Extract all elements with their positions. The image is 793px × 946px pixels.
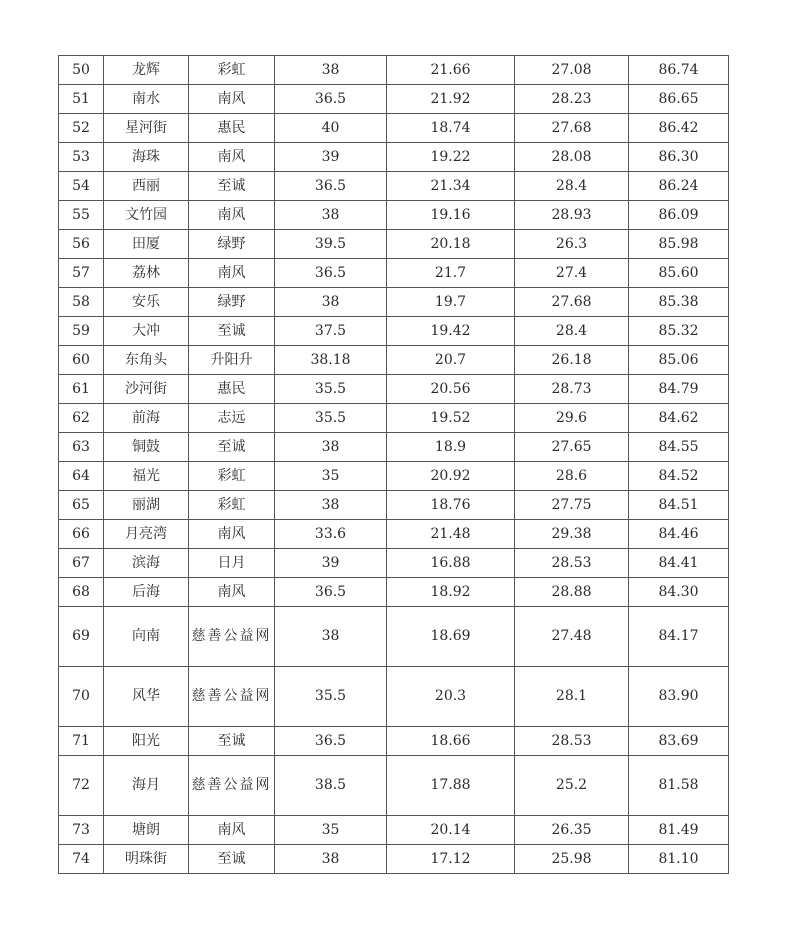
community-name-cell: 东角头 <box>104 346 189 375</box>
score-2-cell: 21.48 <box>387 520 515 549</box>
rank-cell: 73 <box>59 816 104 845</box>
score-1-cell: 38 <box>275 56 387 85</box>
score-1-cell: 39.5 <box>275 230 387 259</box>
total-score-cell: 85.38 <box>629 288 729 317</box>
score-3-cell: 27.08 <box>515 56 629 85</box>
organization-cell: 至诚 <box>189 433 275 462</box>
community-name-cell: 向南 <box>104 607 189 667</box>
score-3-cell: 27.75 <box>515 491 629 520</box>
organization-cell: 彩虹 <box>189 56 275 85</box>
table-row <box>59 56 729 85</box>
organization-cell <box>189 756 275 816</box>
score-1-cell: 40 <box>275 114 387 143</box>
organization-cell: 彩虹 <box>189 462 275 491</box>
score-2-cell: 21.92 <box>387 85 515 114</box>
total-score-cell: 81.10 <box>629 845 729 874</box>
table-row <box>59 230 729 259</box>
total-score-cell: 85.06 <box>629 346 729 375</box>
community-name-cell: 文竹园 <box>104 201 189 230</box>
organization-cell: 南风 <box>189 143 275 172</box>
score-2-cell: 17.12 <box>387 845 515 874</box>
rank-cell: 59 <box>59 317 104 346</box>
score-2-cell: 21.66 <box>387 56 515 85</box>
total-score-cell: 86.65 <box>629 85 729 114</box>
rank-cell: 68 <box>59 578 104 607</box>
organization-cell: 升阳升 <box>189 346 275 375</box>
score-2-cell: 21.7 <box>387 259 515 288</box>
score-3-cell: 27.68 <box>515 114 629 143</box>
score-1-cell: 35.5 <box>275 375 387 404</box>
score-3-cell: 28.4 <box>515 172 629 201</box>
organization-cell: 南风 <box>189 201 275 230</box>
table-row <box>59 346 729 375</box>
score-2-cell: 18.74 <box>387 114 515 143</box>
rank-cell: 52 <box>59 114 104 143</box>
community-name-cell: 海月 <box>104 756 189 816</box>
score-3-cell: 28.23 <box>515 85 629 114</box>
total-score-cell: 84.46 <box>629 520 729 549</box>
score-3-cell: 28.53 <box>515 727 629 756</box>
total-score-cell: 86.09 <box>629 201 729 230</box>
table-row <box>59 433 729 462</box>
table-row <box>59 845 729 874</box>
score-1-cell: 38 <box>275 607 387 667</box>
total-score-cell: 81.49 <box>629 816 729 845</box>
score-3-cell: 27.68 <box>515 288 629 317</box>
score-1-cell: 36.5 <box>275 727 387 756</box>
score-3-cell: 28.53 <box>515 549 629 578</box>
organization-cell: 南风 <box>189 85 275 114</box>
score-2-cell: 18.66 <box>387 727 515 756</box>
score-2-cell: 21.34 <box>387 172 515 201</box>
community-name-cell: 海珠 <box>104 143 189 172</box>
total-score-cell: 85.32 <box>629 317 729 346</box>
score-3-cell: 29.38 <box>515 520 629 549</box>
rank-cell: 72 <box>59 756 104 816</box>
table-row <box>59 317 729 346</box>
score-3-cell: 28.6 <box>515 462 629 491</box>
score-2-cell: 20.92 <box>387 462 515 491</box>
score-2-cell: 18.92 <box>387 578 515 607</box>
score-1-cell: 38 <box>275 288 387 317</box>
community-name-cell: 风华 <box>104 667 189 727</box>
organization-cell: 惠民 <box>189 375 275 404</box>
rank-cell: 65 <box>59 491 104 520</box>
score-1-cell: 38.5 <box>275 756 387 816</box>
score-1-cell: 35.5 <box>275 404 387 433</box>
rank-cell: 53 <box>59 143 104 172</box>
table-row <box>59 520 729 549</box>
score-1-cell: 36.5 <box>275 578 387 607</box>
organization-label: 慈善公益网 <box>191 628 272 644</box>
score-2-cell: 18.69 <box>387 607 515 667</box>
organization-cell: 至诚 <box>189 317 275 346</box>
total-score-cell: 84.79 <box>629 375 729 404</box>
score-1-cell: 35.5 <box>275 667 387 727</box>
score-2-cell: 20.56 <box>387 375 515 404</box>
total-score-cell: 84.17 <box>629 607 729 667</box>
community-name-cell: 明珠街 <box>104 845 189 874</box>
table-row <box>59 462 729 491</box>
community-name-cell: 滨海 <box>104 549 189 578</box>
total-score-cell: 84.41 <box>629 549 729 578</box>
score-3-cell: 28.88 <box>515 578 629 607</box>
community-name-cell: 塘朗 <box>104 816 189 845</box>
score-1-cell: 35 <box>275 816 387 845</box>
table-row <box>59 756 729 816</box>
score-table <box>58 55 729 874</box>
table-row <box>59 549 729 578</box>
score-1-cell: 33.6 <box>275 520 387 549</box>
score-3-cell: 26.35 <box>515 816 629 845</box>
organization-cell: 日月 <box>189 549 275 578</box>
community-name-cell: 龙辉 <box>104 56 189 85</box>
score-1-cell: 36.5 <box>275 172 387 201</box>
organization-cell: 至诚 <box>189 172 275 201</box>
score-2-cell: 17.88 <box>387 756 515 816</box>
community-name-cell: 沙河街 <box>104 375 189 404</box>
rank-cell: 63 <box>59 433 104 462</box>
organization-cell <box>189 607 275 667</box>
table-row <box>59 114 729 143</box>
table-row <box>59 85 729 114</box>
score-3-cell: 26.3 <box>515 230 629 259</box>
score-1-cell: 39 <box>275 549 387 578</box>
organization-cell: 惠民 <box>189 114 275 143</box>
rank-cell: 70 <box>59 667 104 727</box>
organization-cell <box>189 667 275 727</box>
rank-cell: 62 <box>59 404 104 433</box>
table-row <box>59 259 729 288</box>
rank-cell: 55 <box>59 201 104 230</box>
score-3-cell: 28.4 <box>515 317 629 346</box>
total-score-cell: 86.42 <box>629 114 729 143</box>
community-name-cell: 后海 <box>104 578 189 607</box>
score-3-cell: 25.98 <box>515 845 629 874</box>
table-row <box>59 607 729 667</box>
score-3-cell: 28.1 <box>515 667 629 727</box>
table-row <box>59 201 729 230</box>
score-3-cell: 27.65 <box>515 433 629 462</box>
score-1-cell: 37.5 <box>275 317 387 346</box>
table-row <box>59 172 729 201</box>
rank-cell: 57 <box>59 259 104 288</box>
rank-cell: 69 <box>59 607 104 667</box>
organization-label: 慈善公益网 <box>191 688 272 704</box>
organization-cell: 绿野 <box>189 288 275 317</box>
score-2-cell: 19.52 <box>387 404 515 433</box>
table-row <box>59 375 729 404</box>
score-2-cell: 18.76 <box>387 491 515 520</box>
score-1-cell: 38 <box>275 433 387 462</box>
total-score-cell: 86.24 <box>629 172 729 201</box>
rank-cell: 67 <box>59 549 104 578</box>
organization-cell: 南风 <box>189 816 275 845</box>
rank-cell: 50 <box>59 56 104 85</box>
score-3-cell: 25.2 <box>515 756 629 816</box>
score-2-cell: 20.3 <box>387 667 515 727</box>
rank-cell: 51 <box>59 85 104 114</box>
table-row <box>59 727 729 756</box>
score-1-cell: 38 <box>275 845 387 874</box>
organization-cell: 南风 <box>189 520 275 549</box>
community-name-cell: 阳光 <box>104 727 189 756</box>
total-score-cell: 84.62 <box>629 404 729 433</box>
score-1-cell: 38.18 <box>275 346 387 375</box>
community-name-cell: 安乐 <box>104 288 189 317</box>
score-1-cell: 36.5 <box>275 259 387 288</box>
total-score-cell: 84.51 <box>629 491 729 520</box>
community-name-cell: 铜鼓 <box>104 433 189 462</box>
rank-cell: 54 <box>59 172 104 201</box>
score-2-cell: 20.7 <box>387 346 515 375</box>
community-name-cell: 星河街 <box>104 114 189 143</box>
community-name-cell: 南水 <box>104 85 189 114</box>
score-3-cell: 28.73 <box>515 375 629 404</box>
community-name-cell: 西丽 <box>104 172 189 201</box>
organization-cell: 彩虹 <box>189 491 275 520</box>
total-score-cell: 85.98 <box>629 230 729 259</box>
community-name-cell: 月亮湾 <box>104 520 189 549</box>
organization-cell: 南风 <box>189 578 275 607</box>
table-row <box>59 288 729 317</box>
score-3-cell: 26.18 <box>515 346 629 375</box>
community-name-cell: 前海 <box>104 404 189 433</box>
total-score-cell: 86.30 <box>629 143 729 172</box>
organization-cell: 志远 <box>189 404 275 433</box>
community-name-cell: 福光 <box>104 462 189 491</box>
total-score-cell: 85.60 <box>629 259 729 288</box>
community-name-cell: 大冲 <box>104 317 189 346</box>
score-1-cell: 36.5 <box>275 85 387 114</box>
community-name-cell: 丽湖 <box>104 491 189 520</box>
total-score-cell: 83.90 <box>629 667 729 727</box>
community-name-cell: 田厦 <box>104 230 189 259</box>
score-3-cell: 28.93 <box>515 201 629 230</box>
table-row <box>59 578 729 607</box>
table-row <box>59 667 729 727</box>
score-2-cell: 19.16 <box>387 201 515 230</box>
score-1-cell: 38 <box>275 201 387 230</box>
table-row <box>59 404 729 433</box>
rank-cell: 64 <box>59 462 104 491</box>
rank-cell: 56 <box>59 230 104 259</box>
score-1-cell: 38 <box>275 491 387 520</box>
score-2-cell: 20.14 <box>387 816 515 845</box>
score-3-cell: 28.08 <box>515 143 629 172</box>
score-2-cell: 16.88 <box>387 549 515 578</box>
score-2-cell: 19.7 <box>387 288 515 317</box>
rank-cell: 58 <box>59 288 104 317</box>
score-2-cell: 19.42 <box>387 317 515 346</box>
total-score-cell: 83.69 <box>629 727 729 756</box>
score-1-cell: 39 <box>275 143 387 172</box>
organization-cell: 至诚 <box>189 845 275 874</box>
score-3-cell: 29.6 <box>515 404 629 433</box>
community-name-cell: 荔林 <box>104 259 189 288</box>
score-1-cell: 35 <box>275 462 387 491</box>
rank-cell: 60 <box>59 346 104 375</box>
score-2-cell: 18.9 <box>387 433 515 462</box>
total-score-cell: 81.58 <box>629 756 729 816</box>
table-body <box>59 56 729 874</box>
organization-label: 慈善公益网 <box>191 777 272 793</box>
rank-cell: 61 <box>59 375 104 404</box>
organization-cell: 至诚 <box>189 727 275 756</box>
score-3-cell: 27.4 <box>515 259 629 288</box>
total-score-cell: 84.52 <box>629 462 729 491</box>
rank-cell: 74 <box>59 845 104 874</box>
total-score-cell: 84.30 <box>629 578 729 607</box>
score-2-cell: 19.22 <box>387 143 515 172</box>
table-row <box>59 491 729 520</box>
total-score-cell: 84.55 <box>629 433 729 462</box>
total-score-cell: 86.74 <box>629 56 729 85</box>
score-3-cell: 27.48 <box>515 607 629 667</box>
table-row <box>59 143 729 172</box>
organization-cell: 绿野 <box>189 230 275 259</box>
rank-cell: 66 <box>59 520 104 549</box>
score-2-cell: 20.18 <box>387 230 515 259</box>
rank-cell: 71 <box>59 727 104 756</box>
organization-cell: 南风 <box>189 259 275 288</box>
table-row <box>59 816 729 845</box>
